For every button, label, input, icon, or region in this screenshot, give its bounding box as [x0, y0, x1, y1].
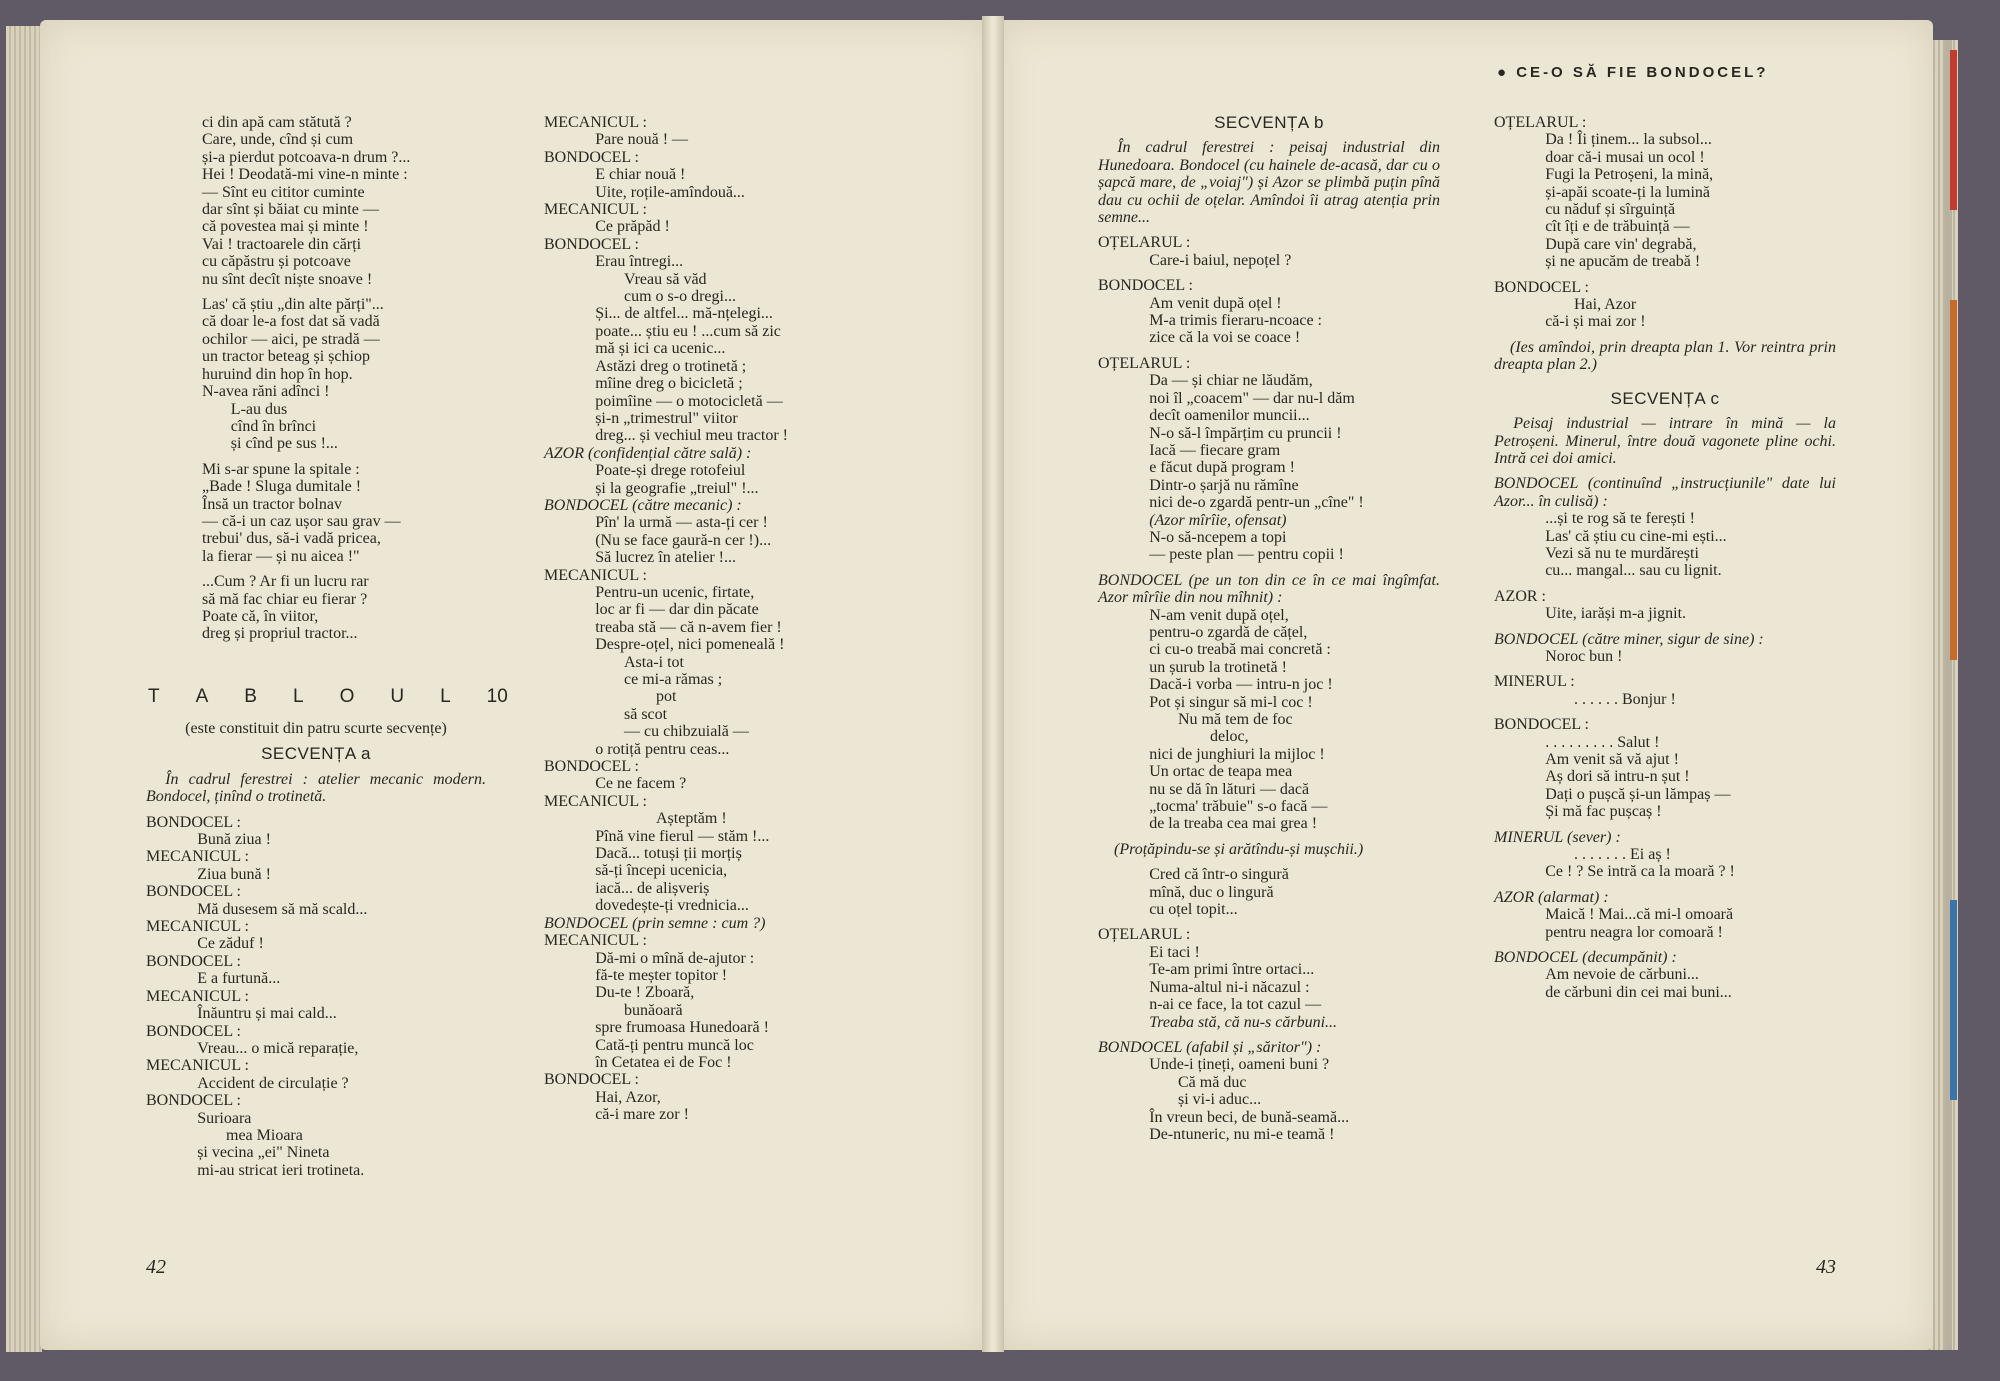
verse-line: bunăoară	[624, 1001, 683, 1019]
speaker: BONDOCEL :	[544, 758, 639, 776]
verse-line: de la treaba cea mai grea !	[1149, 815, 1318, 833]
verse-line: că-i mare zor !	[595, 1106, 689, 1124]
verse-line: nu se dă în lături — dacă	[1149, 780, 1310, 798]
verse-line: și-apăi scoate-ți la lumină	[1545, 183, 1711, 201]
verse-line: Astăzi dreg o trotinetă ;	[595, 357, 747, 375]
speaker: MECANICUL :	[146, 1057, 249, 1075]
verse-line: Aș dori să intru-n șut !	[1545, 768, 1690, 786]
right-column-1	[1098, 114, 1440, 1143]
verse-line: Asta-i tot	[624, 653, 684, 671]
verse-line: de cărbuni din cei mai buni...	[1545, 983, 1732, 1001]
verse-line: mînă, duc o lingură	[1149, 883, 1274, 901]
verse-line: ...și te rog să te ferești !	[1545, 510, 1695, 528]
speaker: BONDOCEL :	[146, 813, 241, 831]
verse-line: Dă-mi o mînă de-ajutor :	[595, 949, 755, 967]
verse-line: Poate-și drege rotofeiul	[595, 462, 746, 480]
verse-line: ci cu-o treabă mai concretă :	[1149, 641, 1331, 659]
tablou-note: (este constituit din patru scurte secvențe)	[185, 720, 447, 737]
verse-line: pot	[656, 688, 677, 706]
verse-line: cît îți e de trăbuință —	[1545, 218, 1690, 236]
verse-line: iacă... de alișveriș	[595, 879, 710, 897]
verse-line: mea Mioara	[226, 1126, 303, 1144]
verse-line: Unde-i țineți, oameni buni ?	[1149, 1056, 1330, 1074]
verse-line: Vreau să văd	[624, 270, 707, 288]
verse-line: Da — și chiar ne lăudăm,	[1149, 372, 1313, 390]
speaker: OȚELARUL :	[1098, 234, 1191, 252]
verse-line: cu... mangal... sau cu lignit.	[1545, 562, 1722, 580]
verse-line: Erau întregi...	[595, 253, 684, 271]
left-column-1	[202, 114, 462, 643]
sequence-heading: SECVENȚA c	[1610, 388, 1720, 408]
verse-line: Că mă duc	[1178, 1073, 1247, 1091]
verse-line: (Nu se face gaură-n cer !)...	[595, 531, 772, 549]
verse-line: Noroc bun !	[1545, 647, 1623, 665]
verse-line: Du-te ! Zboară,	[595, 984, 695, 1002]
stage-direction: În cadrul ferestrei : peisaj industrial din Hunedoara. Bondocel (cu hainele de-acasă, dar cu o șapcă mare, de „voiaj") și Azor se plimbă puțin pînă dau cu ochii de oțelar. Amîndoi îi atrag atenția prin semne...	[1098, 139, 1440, 227]
verse-line: E a furtună...	[197, 970, 281, 988]
verse-line: cu năduf și sîrguință	[1545, 201, 1676, 219]
verse-line: că povestea mai și minte !	[202, 218, 369, 236]
page-edges-right	[1930, 40, 1958, 1350]
verse-line: și-a pierdut potcoava-n drum ?...	[202, 148, 411, 166]
red-tab	[1950, 50, 1957, 210]
stage-direction: În cadrul ferestrei : atelier mecanic modern. Bondocel, ținînd o trotinetă.	[146, 770, 486, 806]
verse-line: și vi-i aduc...	[1178, 1091, 1262, 1109]
verse-line: „Bade ! Sluga dumitale !	[202, 478, 362, 496]
verse-line: să scot	[624, 705, 668, 723]
verse-line: Și mă fac pușcaș !	[1545, 803, 1662, 821]
verse-line: cu oțel topit...	[1149, 901, 1238, 919]
verse-line: noi îl „coacem" — dar nu-l dăm	[1149, 389, 1355, 407]
verse-line: N-am venit după oțel,	[1149, 606, 1289, 624]
page-tab	[1945, 40, 1952, 1350]
page-edges-left	[6, 26, 42, 1352]
verse-line: n-ai ce face, la tot cazul —	[1149, 996, 1322, 1014]
stage-direction: (Ies amîndoi, prin dreapta plan 1. Vor reintra prin dreapta plan 2.)	[1494, 338, 1836, 374]
verse-line: Ce ne facem ?	[595, 775, 687, 793]
verse-line: Am venit după oțel !	[1149, 294, 1282, 312]
verse-line: Dacă-i vorba — intru-n joc !	[1149, 676, 1333, 694]
verse-line: că-i și mai zor !	[1545, 313, 1646, 331]
sequence-heading: SECVENȚA a	[261, 744, 371, 764]
verse-line: Ziua bună !	[197, 865, 271, 883]
verse-line: cînd în brînci	[230, 417, 317, 435]
verse-line: În vreun beci, de bună-seamă...	[1149, 1108, 1350, 1126]
verse-line: deloc,	[1210, 728, 1249, 746]
verse-line: Treaba stă, că nu-s cărbuni...	[1149, 1013, 1338, 1031]
verse-line: Uite, iarăși m-a jignit.	[1545, 605, 1687, 623]
verse-line: ci din apă cam stătută ?	[202, 114, 352, 131]
verse-line: Uite, roțile-amîndouă...	[595, 183, 745, 201]
verse-line: să-ți începi ucenicia,	[595, 862, 728, 880]
verse-line: Surioara	[197, 1109, 252, 1127]
verse-line: dar sînt și băiat cu minte —	[202, 201, 379, 219]
verse-line: nu sînt decît niște snoave !	[202, 270, 373, 288]
verse-line: dreg... și vechiul meu tractor !	[595, 427, 789, 445]
verse-line: — cu chibzuială —	[624, 723, 749, 741]
verse-line: ochilor — aici, pe stradă —	[202, 330, 380, 348]
verse-line: Ce prăpăd !	[595, 218, 670, 236]
verse-line: trebui' dus, să-i vadă pricea,	[202, 530, 381, 548]
speaker: MINERUL :	[1494, 673, 1575, 691]
verse-line: Ei taci !	[1149, 943, 1200, 961]
verse-line: Care-i baiul, nepoțel ?	[1149, 251, 1292, 269]
verse-line: Înăuntru și mai cald...	[197, 1005, 337, 1023]
verse-line: Pentru-un ucenic, firtate,	[595, 583, 755, 601]
verse-line: Să lucrez în atelier !...	[595, 549, 737, 567]
verse-line: și ne apucăm de treabă !	[1545, 253, 1701, 271]
verse-line: Las' că știu cu cine-mi ești...	[1545, 527, 1727, 545]
verse-line: nici de junghiuri la mijloc !	[1149, 745, 1325, 763]
verse-line: dreg și propriul tractor...	[202, 625, 358, 643]
verse-line: poimîine — o motocicletă —	[595, 392, 783, 410]
verse-line: Vai ! tractoarele din cărți	[202, 235, 362, 253]
verse-line: . . . . . . . Ei aș !	[1574, 846, 1671, 864]
speaker: BONDOCEL (afabil și „săritor") :	[1098, 1038, 1322, 1056]
verse-line: Da ! Îi ținem... la subsol...	[1545, 131, 1712, 149]
speaker: MECANICUL :	[544, 114, 647, 131]
verse-line: Iacă — fiecare gram	[1149, 441, 1281, 459]
speaker: AZOR :	[1494, 587, 1546, 605]
speaker: BONDOCEL (către miner, sigur de sine) :	[1494, 630, 1764, 648]
verse-line: mă și ici ca ucenic...	[595, 340, 726, 358]
verse-line: Vezi să nu te murdărești	[1545, 544, 1699, 562]
verse-line: Pînă vine fierul — stăm !...	[595, 827, 770, 845]
verse-line: Dați o pușcă și-un lămpaș —	[1545, 785, 1731, 803]
left-column-2	[544, 114, 844, 1124]
speaker: BONDOCEL (către mecanic) :	[544, 496, 742, 514]
verse-line: — Sînt eu cititor cuminte	[202, 183, 365, 201]
verse-line: cum o s-o dregi...	[624, 288, 736, 306]
verse-line: Pare nouă ! —	[595, 131, 689, 149]
stage-direction: (Proțăpindu-se și arătîndu-și mușchii.)	[1114, 840, 1364, 858]
speaker: BONDOCEL (decumpănit) :	[1494, 949, 1677, 967]
verse-line: huruind din hop în hop.	[202, 365, 353, 383]
verse-line: După care vin' degrabă,	[1545, 235, 1697, 253]
verse-line: N-o să-ncepem a topi	[1149, 528, 1287, 546]
verse-line: Am nevoie de cărbuni...	[1545, 966, 1699, 984]
speaker: MECANICUL :	[146, 848, 249, 866]
verse-line: Dacă... totuși ții morțiș	[595, 845, 742, 863]
verse-line: Mi s-ar spune la spitale :	[202, 460, 360, 478]
verse-line: și cînd pe sus !...	[230, 435, 338, 453]
verse-line: Și... de altfel... mă-nțelegi...	[595, 305, 773, 323]
verse-line: doar că-i musai un ocol !	[1545, 148, 1705, 166]
tablou-heading: T A B L O U L 10	[148, 686, 508, 707]
blue-tab	[1950, 900, 1957, 1100]
speaker: MECANICUL :	[146, 987, 249, 1005]
speaker: BONDOCEL :	[1098, 277, 1193, 295]
verse-line: De-ntuneric, nu mi-e teamă !	[1149, 1125, 1335, 1143]
speaker: OȚELARUL :	[1098, 926, 1191, 944]
verse-line: treaba stă — că n-avem fier !	[595, 618, 782, 636]
verse-line: e făcut după program !	[1149, 459, 1295, 477]
verse-line: Numa-altul ni-i năcazul :	[1149, 978, 1310, 996]
verse-line: și la geografie „treiul" !...	[595, 479, 759, 497]
verse-line: un tractor beteag și șchiop	[202, 348, 370, 366]
verse-line: spre frumoasa Hunedoară !	[595, 1019, 769, 1037]
page-number-left: 42	[146, 1256, 166, 1278]
verse-line: . . . . . . Bonjur !	[1574, 690, 1676, 708]
verse-line: Cred că într-o singură	[1149, 866, 1289, 884]
verse-line: ce mi-a rămas ;	[624, 671, 723, 688]
speaker: MECANICUL :	[544, 932, 647, 950]
verse-line: Care, unde, cînd și cum	[202, 131, 354, 149]
speaker: BONDOCEL (prin semne : cum ?)	[544, 914, 766, 932]
verse-line: și vecina „ei" Nineta	[197, 1144, 330, 1162]
verse-line: cu căpăstru și potcoave	[202, 253, 351, 271]
verse-line: mi-au stricat ieri trotineta.	[197, 1161, 365, 1179]
verse-line: fă-te meșter topitor !	[595, 966, 728, 984]
verse-line: L-au dus	[230, 400, 288, 418]
verse-line: Ce ! ? Se intră ca la moară ? !	[1545, 863, 1735, 881]
verse-line: nici de-o zgardă pentr-un „cîne" !	[1149, 494, 1364, 512]
verse-line: Te-am primi între ortaci...	[1149, 961, 1315, 979]
verse-line: N-avea răni adînci !	[202, 383, 330, 401]
verse-line: un șurub la trotinetă !	[1149, 658, 1287, 676]
speaker: BONDOCEL (continuînd „instrucțiunile" date lui Azor... în culisă) :	[1494, 475, 1836, 510]
verse-line: că doar le-a fost dat să vadă	[202, 313, 380, 331]
verse-line: Vreau... o mică reparație,	[197, 1039, 359, 1057]
verse-line: loc ar fi — dar din păcate	[595, 601, 759, 619]
verse-line: „tocma' trăbuie" s-o facă —	[1149, 798, 1328, 816]
verse-line: Hai, Azor,	[595, 1088, 661, 1106]
page-number-right: 43	[1816, 1256, 1836, 1278]
verse-line: Dintr-o șarjă nu rămîne	[1149, 476, 1299, 494]
verse-line: poate... știu eu ! ...cum să zic	[595, 322, 781, 340]
verse-line: o rotiță pentru ceas...	[595, 740, 730, 758]
speaker: BONDOCEL :	[544, 1071, 639, 1089]
verse-line: — peste plan — pentru copii !	[1149, 546, 1344, 564]
verse-line: pentru neagra lor comoară !	[1545, 923, 1723, 941]
speaker: BONDOCEL :	[544, 235, 639, 253]
verse-line: mîine dreg o bicicletă ;	[595, 375, 743, 393]
verse-line: și-n „trimestrul" viitor	[595, 409, 738, 427]
verse-line: Poate că, în viitor,	[202, 607, 319, 625]
speaker: AZOR (alarmat) :	[1494, 888, 1609, 906]
verse-line: Maică ! Mai...că mi-l omoară	[1545, 906, 1734, 924]
verse-line: E chiar nouă !	[595, 166, 686, 184]
orange-tab	[1950, 300, 1957, 660]
verse-line: . . . . . . . . . Salut !	[1545, 733, 1660, 751]
verse-line: în Cetatea ei de Foc !	[595, 1053, 732, 1071]
speaker: MECANICUL :	[544, 201, 647, 219]
speaker: MINERUL (sever) :	[1494, 828, 1621, 846]
verse-line: pentru-o zgardă de cățel,	[1149, 623, 1308, 641]
speaker: BONDOCEL :	[146, 883, 241, 901]
book-gutter	[982, 16, 1004, 1352]
verse-line: Ce zăduf !	[197, 935, 264, 953]
verse-line: Cată-ți pentru muncă loc	[595, 1036, 754, 1054]
verse-line: Pot și singur să mi-l coc !	[1149, 693, 1313, 711]
speaker: OȚELARUL :	[1494, 114, 1587, 131]
sequence-heading: SECVENȚA b	[1214, 113, 1324, 132]
verse-line: la fierar — și nu aicea !"	[202, 547, 360, 565]
verse-line: dovedește-ți vrednicia...	[595, 897, 749, 915]
verse-line: Accident de circulație ?	[197, 1074, 349, 1092]
verse-line: Un ortac de teapa mea	[1149, 763, 1293, 781]
speaker: OȚELARUL :	[1098, 354, 1191, 372]
verse-line: Despre-oțel, nici pomeneală !	[595, 636, 785, 654]
speaker: MECANICUL :	[146, 918, 249, 936]
speaker: BONDOCEL (pe un ton din ce în ce mai îngîmfat. Azor mîrîie din nou mîhnit) :	[1098, 571, 1440, 607]
speaker: BONDOCEL :	[544, 148, 639, 166]
verse-line: Însă un tractor bolnav	[202, 495, 342, 513]
speaker: BONDOCEL :	[146, 1092, 241, 1110]
running-head: ● CE-O SĂ FIE BONDOCEL?	[1497, 64, 1769, 81]
speaker: BONDOCEL :	[1494, 716, 1589, 734]
speaker: BONDOCEL :	[1494, 278, 1589, 296]
verse-line: M-a trimis fieraru-ncoace :	[1149, 312, 1322, 330]
verse-line: Hai, Azor	[1574, 296, 1637, 314]
right-column-2	[1494, 114, 1836, 1001]
stage-direction: (Azor mîrîie, ofensat)	[1149, 511, 1287, 529]
verse-line: Las' că știu „din alte părți"...	[202, 296, 384, 314]
verse-line: Fugi la Petroșeni, la mină,	[1545, 166, 1714, 184]
verse-line: Pîn' la urmă — asta-ți cer !	[595, 514, 768, 532]
verse-line: Am venit să vă ajut !	[1545, 751, 1679, 768]
left-column-1b	[146, 720, 486, 1179]
verse-line: zice că la voi se coace !	[1149, 329, 1301, 347]
verse-line: Nu mă tem de foc	[1178, 711, 1293, 728]
stage-direction: Peisaj industrial — intrare în mină — la Petroșeni. Minerul, între două vagonete pline ochi. Intră cei doi amici.	[1494, 415, 1836, 467]
verse-line: ...Cum ? Ar fi un lucru rar	[202, 573, 369, 591]
verse-line: Bună ziua !	[197, 831, 271, 849]
verse-line: Așteptăm !	[656, 810, 727, 828]
speaker: BONDOCEL :	[146, 952, 241, 970]
speaker: MECANICUL :	[544, 792, 647, 810]
speaker: BONDOCEL :	[146, 1022, 241, 1040]
verse-line: Mă dusesem să mă scald...	[197, 900, 368, 918]
speaker: MECANICUL :	[544, 566, 647, 584]
verse-line: Hei ! Deodată-mi vine-n minte :	[202, 166, 408, 184]
verse-line: N-o să-l împărțim cu pruncii !	[1149, 424, 1342, 442]
verse-line: decît oamenilor muncii...	[1149, 407, 1310, 425]
verse-line: — că-i un caz ușor sau grav —	[202, 512, 401, 530]
speaker: AZOR (confidențial către sală) :	[544, 444, 752, 462]
verse-line: să mă fac chiar eu fierar ?	[202, 590, 368, 608]
